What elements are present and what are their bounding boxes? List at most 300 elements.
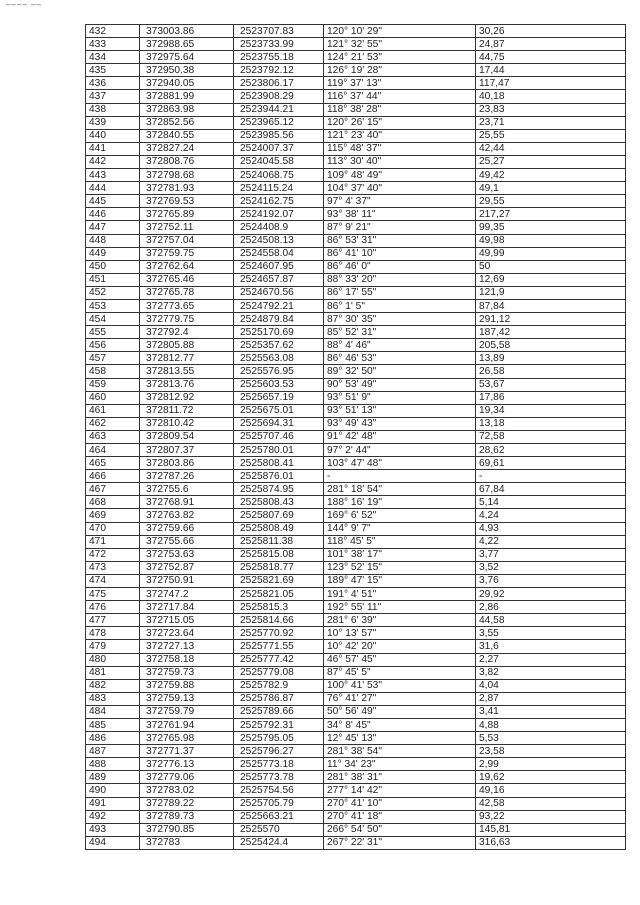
x-coordinate-cell: 372813.76	[140, 378, 234, 391]
y-coordinate-cell: 2524068.75	[234, 169, 324, 182]
x-coordinate-cell: 372747.2	[140, 588, 234, 601]
angle-cell: 90° 53' 49"	[324, 378, 476, 391]
distance-cell: 25,55	[476, 129, 626, 142]
table-row	[86, 195, 626, 208]
y-coordinate-cell: 2524607.95	[234, 260, 324, 273]
distance-cell: 69,61	[476, 457, 626, 470]
point-number-cell: 484	[86, 705, 140, 718]
distance-cell: 40,18	[476, 90, 626, 103]
x-coordinate-cell: 372812.92	[140, 391, 234, 404]
y-coordinate-cell: 2525808.49	[234, 522, 324, 535]
y-coordinate-cell: 2524045.58	[234, 155, 324, 168]
x-coordinate-cell: 372765.98	[140, 732, 234, 745]
y-coordinate-cell: 2525818.77	[234, 561, 324, 574]
point-number-cell: 446	[86, 208, 140, 221]
x-coordinate-cell: 372779.06	[140, 771, 234, 784]
point-number-cell: 488	[86, 758, 140, 771]
point-number-cell: 459	[86, 378, 140, 391]
x-coordinate-cell: 372781.93	[140, 182, 234, 195]
distance-cell: 291,12	[476, 313, 626, 326]
table-body	[86, 25, 626, 850]
angle-cell: 191° 4' 51"	[324, 588, 476, 601]
distance-cell: 29,92	[476, 588, 626, 601]
y-coordinate-cell: 2525795.05	[234, 732, 324, 745]
angle-cell: 277° 14' 42"	[324, 784, 476, 797]
angle-cell: 100° 41' 53"	[324, 679, 476, 692]
x-coordinate-cell: 372810.42	[140, 417, 234, 430]
angle-cell: 270° 41' 10"	[324, 797, 476, 810]
distance-cell: 145,81	[476, 823, 626, 836]
distance-cell: 4,04	[476, 679, 626, 692]
distance-cell: 117,47	[476, 77, 626, 90]
point-number-cell: 479	[86, 640, 140, 653]
angle-cell: 86° 1' 5"	[324, 299, 476, 312]
table-row	[86, 299, 626, 312]
angle-cell: 85° 52' 31"	[324, 326, 476, 339]
y-coordinate-cell: 2524408.9	[234, 221, 324, 234]
y-coordinate-cell: 2525821.69	[234, 574, 324, 587]
distance-cell: 26,58	[476, 365, 626, 378]
x-coordinate-cell: 372759.66	[140, 522, 234, 535]
table-row	[86, 339, 626, 352]
table-row	[86, 326, 626, 339]
y-coordinate-cell: 2525170.69	[234, 326, 324, 339]
distance-cell: 4,24	[476, 509, 626, 522]
point-number-cell: 438	[86, 103, 140, 116]
angle-cell: 97° 4' 37"	[324, 195, 476, 208]
x-coordinate-cell: 372863.98	[140, 103, 234, 116]
y-coordinate-cell: 2524792.21	[234, 299, 324, 312]
point-number-cell: 434	[86, 51, 140, 64]
distance-cell: 3,55	[476, 627, 626, 640]
angle-cell: 97° 2' 44"	[324, 444, 476, 457]
distance-cell: 2,86	[476, 601, 626, 614]
x-coordinate-cell: 372715.05	[140, 614, 234, 627]
y-coordinate-cell: 2525657.19	[234, 391, 324, 404]
point-number-cell: 490	[86, 784, 140, 797]
angle-cell: 86° 46' 0"	[324, 260, 476, 273]
y-coordinate-cell: 2524558.04	[234, 247, 324, 260]
angle-cell: 281° 38' 54"	[324, 745, 476, 758]
point-number-cell: 451	[86, 273, 140, 286]
y-coordinate-cell: 2525779.08	[234, 666, 324, 679]
point-number-cell: 487	[86, 745, 140, 758]
table-row	[86, 470, 626, 483]
distance-cell: 23,58	[476, 745, 626, 758]
angle-cell: 119° 37' 13"	[324, 77, 476, 90]
x-coordinate-cell: 372975.64	[140, 51, 234, 64]
x-coordinate-cell: 372759.88	[140, 679, 234, 692]
y-coordinate-cell: 2523755.18	[234, 51, 324, 64]
x-coordinate-cell: 372940.05	[140, 77, 234, 90]
table-row	[86, 548, 626, 561]
point-number-cell: 480	[86, 653, 140, 666]
table-row	[86, 483, 626, 496]
x-coordinate-cell: 372723.64	[140, 627, 234, 640]
table-row	[86, 25, 626, 38]
x-coordinate-cell: 372773.65	[140, 299, 234, 312]
y-coordinate-cell: 2523792.12	[234, 64, 324, 77]
point-number-cell: 464	[86, 444, 140, 457]
x-coordinate-cell: 372950.38	[140, 64, 234, 77]
table-row	[86, 444, 626, 457]
point-number-cell: 445	[86, 195, 140, 208]
y-coordinate-cell: 2525705.79	[234, 797, 324, 810]
angle-cell: 10° 13' 57"	[324, 627, 476, 640]
angle-cell: 281° 6' 39"	[324, 614, 476, 627]
table-row	[86, 797, 626, 810]
point-number-cell: 470	[86, 522, 140, 535]
angle-cell: 115° 48' 37"	[324, 142, 476, 155]
x-coordinate-cell: 372755.66	[140, 535, 234, 548]
distance-cell: 42,58	[476, 797, 626, 810]
angle-cell: 93° 49' 43"	[324, 417, 476, 430]
distance-cell: 23,83	[476, 103, 626, 116]
angle-cell: 86° 53' 31"	[324, 234, 476, 247]
x-coordinate-cell: 372752.87	[140, 561, 234, 574]
coordinates-table	[85, 24, 626, 850]
table-row	[86, 378, 626, 391]
distance-cell: 316,63	[476, 836, 626, 849]
angle-cell: 89° 32' 50"	[324, 365, 476, 378]
table-row	[86, 836, 626, 849]
y-coordinate-cell: 2523908.29	[234, 90, 324, 103]
distance-cell: 3,77	[476, 548, 626, 561]
angle-cell: 34° 8' 45"	[324, 718, 476, 731]
x-coordinate-cell: 372750.91	[140, 574, 234, 587]
distance-cell: 31,6	[476, 640, 626, 653]
point-number-cell: 448	[86, 234, 140, 247]
x-coordinate-cell: 372762.64	[140, 260, 234, 273]
y-coordinate-cell: 2525694.31	[234, 417, 324, 430]
point-number-cell: 481	[86, 666, 140, 679]
y-coordinate-cell: 2525357.62	[234, 339, 324, 352]
distance-cell: 24,87	[476, 38, 626, 51]
x-coordinate-cell: 372758.18	[140, 653, 234, 666]
point-number-cell: 486	[86, 732, 140, 745]
table-row	[86, 561, 626, 574]
y-coordinate-cell: 2525782.9	[234, 679, 324, 692]
x-coordinate-cell: 372755.6	[140, 483, 234, 496]
table-row	[86, 535, 626, 548]
x-coordinate-cell: 372852.56	[140, 116, 234, 129]
x-coordinate-cell: 372759.79	[140, 705, 234, 718]
angle-cell: 50° 56' 49"	[324, 705, 476, 718]
table-row	[86, 627, 626, 640]
y-coordinate-cell: 2523707.83	[234, 25, 324, 38]
distance-cell: 5,14	[476, 496, 626, 509]
y-coordinate-cell: 2523965.12	[234, 116, 324, 129]
y-coordinate-cell: 2525792.31	[234, 718, 324, 731]
table-row	[86, 692, 626, 705]
table-row	[86, 614, 626, 627]
distance-cell: 217,27	[476, 208, 626, 221]
y-coordinate-cell: 2525786.87	[234, 692, 324, 705]
table-row	[86, 823, 626, 836]
x-coordinate-cell: 372787.26	[140, 470, 234, 483]
x-coordinate-cell: 372827.24	[140, 142, 234, 155]
table-row	[86, 758, 626, 771]
point-number-cell: 489	[86, 771, 140, 784]
table-row	[86, 771, 626, 784]
table-row	[86, 182, 626, 195]
angle-cell: 101° 38' 17"	[324, 548, 476, 561]
y-coordinate-cell: 2524508.13	[234, 234, 324, 247]
point-number-cell: 475	[86, 588, 140, 601]
y-coordinate-cell: 2525789.66	[234, 705, 324, 718]
x-coordinate-cell: 372765.89	[140, 208, 234, 221]
distance-cell: 44,58	[476, 614, 626, 627]
distance-cell: 17,44	[476, 64, 626, 77]
table-row	[86, 496, 626, 509]
point-number-cell: 452	[86, 286, 140, 299]
x-coordinate-cell: 372813.55	[140, 365, 234, 378]
distance-cell: 2,27	[476, 653, 626, 666]
x-coordinate-cell: 372798.68	[140, 169, 234, 182]
y-coordinate-cell: 2525808.43	[234, 496, 324, 509]
table-row	[86, 51, 626, 64]
point-number-cell: 443	[86, 169, 140, 182]
point-number-cell: 432	[86, 25, 140, 38]
y-coordinate-cell: 2524162.75	[234, 195, 324, 208]
point-number-cell: 453	[86, 299, 140, 312]
distance-cell: 49,16	[476, 784, 626, 797]
distance-cell: -	[476, 470, 626, 483]
point-number-cell: 449	[86, 247, 140, 260]
table-row	[86, 221, 626, 234]
table-row	[86, 260, 626, 273]
point-number-cell: 469	[86, 509, 140, 522]
y-coordinate-cell: 2523806.17	[234, 77, 324, 90]
point-number-cell: 471	[86, 535, 140, 548]
point-number-cell: 454	[86, 313, 140, 326]
point-number-cell: 437	[86, 90, 140, 103]
point-number-cell: 462	[86, 417, 140, 430]
angle-cell: 116° 37' 44"	[324, 90, 476, 103]
distance-cell: 12,69	[476, 273, 626, 286]
distance-cell: 49,1	[476, 182, 626, 195]
distance-cell: 93,22	[476, 810, 626, 823]
distance-cell: 3,76	[476, 574, 626, 587]
table-row	[86, 679, 626, 692]
table-row	[86, 116, 626, 129]
x-coordinate-cell: 372840.55	[140, 129, 234, 142]
angle-cell: 93° 51' 9"	[324, 391, 476, 404]
y-coordinate-cell: 2525563.08	[234, 352, 324, 365]
angle-cell: 144° 9' 7"	[324, 522, 476, 535]
point-number-cell: 458	[86, 365, 140, 378]
x-coordinate-cell: 372783.02	[140, 784, 234, 797]
table-row	[86, 38, 626, 51]
angle-cell: 188° 16' 19"	[324, 496, 476, 509]
distance-cell: 29,55	[476, 195, 626, 208]
table-row	[86, 103, 626, 116]
distance-cell: 87,84	[476, 299, 626, 312]
y-coordinate-cell: 2525808.41	[234, 457, 324, 470]
x-coordinate-cell: 372727.13	[140, 640, 234, 653]
table-row	[86, 745, 626, 758]
angle-cell: 266° 54' 50"	[324, 823, 476, 836]
point-number-cell: 491	[86, 797, 140, 810]
y-coordinate-cell: 2524670.56	[234, 286, 324, 299]
table-row	[86, 247, 626, 260]
x-coordinate-cell: 372789.22	[140, 797, 234, 810]
table-row	[86, 129, 626, 142]
table-row	[86, 810, 626, 823]
angle-cell: 124° 21' 53"	[324, 51, 476, 64]
point-number-cell: 467	[86, 483, 140, 496]
angle-cell: 91° 42' 48"	[324, 430, 476, 443]
distance-cell: 28,62	[476, 444, 626, 457]
x-coordinate-cell: 372765.46	[140, 273, 234, 286]
angle-cell: 267° 22' 31"	[324, 836, 476, 849]
point-number-cell: 441	[86, 142, 140, 155]
x-coordinate-cell: 372779.75	[140, 313, 234, 326]
x-coordinate-cell: 372807.37	[140, 444, 234, 457]
y-coordinate-cell: 2525821.05	[234, 588, 324, 601]
angle-cell: 118° 45' 5"	[324, 535, 476, 548]
x-coordinate-cell: 372763.82	[140, 509, 234, 522]
point-number-cell: 436	[86, 77, 140, 90]
x-coordinate-cell: 372752.11	[140, 221, 234, 234]
distance-cell: 72,58	[476, 430, 626, 443]
point-number-cell: 482	[86, 679, 140, 692]
distance-cell: 17,86	[476, 391, 626, 404]
table-row	[86, 391, 626, 404]
angle-cell: 169° 6' 52"	[324, 509, 476, 522]
y-coordinate-cell: 2523985.56	[234, 129, 324, 142]
y-coordinate-cell: 2525663.21	[234, 810, 324, 823]
y-coordinate-cell: 2525874.95	[234, 483, 324, 496]
table-row	[86, 457, 626, 470]
distance-cell: 4,88	[476, 718, 626, 731]
angle-cell: 270° 41' 18"	[324, 810, 476, 823]
table-row	[86, 601, 626, 614]
distance-cell: 3,41	[476, 705, 626, 718]
x-coordinate-cell: 372881.99	[140, 90, 234, 103]
distance-cell: 187,42	[476, 326, 626, 339]
distance-cell: 3,52	[476, 561, 626, 574]
point-number-cell: 476	[86, 601, 140, 614]
table-row	[86, 155, 626, 168]
page-header: –––– ––	[6, 0, 42, 9]
point-number-cell: 447	[86, 221, 140, 234]
x-coordinate-cell: 372768.91	[140, 496, 234, 509]
angle-cell: 113° 30' 40"	[324, 155, 476, 168]
angle-cell: 11° 34' 23"	[324, 758, 476, 771]
angle-cell: 126° 19' 28"	[324, 64, 476, 77]
x-coordinate-cell: 373003.86	[140, 25, 234, 38]
point-number-cell: 444	[86, 182, 140, 195]
point-number-cell: 478	[86, 627, 140, 640]
distance-cell: 13,89	[476, 352, 626, 365]
angle-cell: 46° 57' 45"	[324, 653, 476, 666]
distance-cell: 3,82	[476, 666, 626, 679]
angle-cell: 87° 45' 5"	[324, 666, 476, 679]
angle-cell: 88° 33' 20"	[324, 273, 476, 286]
y-coordinate-cell: 2524879.84	[234, 313, 324, 326]
distance-cell: 67,84	[476, 483, 626, 496]
y-coordinate-cell: 2525773.78	[234, 771, 324, 784]
distance-cell: 49,98	[476, 234, 626, 247]
distance-cell: 25,27	[476, 155, 626, 168]
angle-cell: 93° 38' 11"	[324, 208, 476, 221]
y-coordinate-cell: 2525815.3	[234, 601, 324, 614]
angle-cell: 120° 10' 29"	[324, 25, 476, 38]
point-number-cell: 460	[86, 391, 140, 404]
table-row	[86, 365, 626, 378]
angle-cell: -	[324, 470, 476, 483]
table-row	[86, 653, 626, 666]
y-coordinate-cell: 2523944.21	[234, 103, 324, 116]
x-coordinate-cell: 372761.94	[140, 718, 234, 731]
table-row	[86, 522, 626, 535]
distance-cell: 53,67	[476, 378, 626, 391]
angle-cell: 123° 52' 15"	[324, 561, 476, 574]
x-coordinate-cell: 372805.88	[140, 339, 234, 352]
y-coordinate-cell: 2523733.99	[234, 38, 324, 51]
y-coordinate-cell: 2524657.87	[234, 273, 324, 286]
y-coordinate-cell: 2525576.95	[234, 365, 324, 378]
table-row	[86, 417, 626, 430]
point-number-cell: 456	[86, 339, 140, 352]
table-row	[86, 142, 626, 155]
angle-cell: 281° 18' 54"	[324, 483, 476, 496]
x-coordinate-cell: 372765.78	[140, 286, 234, 299]
x-coordinate-cell: 372803.86	[140, 457, 234, 470]
point-number-cell: 492	[86, 810, 140, 823]
x-coordinate-cell: 372717.84	[140, 601, 234, 614]
distance-cell: 44,75	[476, 51, 626, 64]
table-row	[86, 732, 626, 745]
distance-cell: 5,53	[476, 732, 626, 745]
y-coordinate-cell: 2525773.18	[234, 758, 324, 771]
table-row	[86, 588, 626, 601]
y-coordinate-cell: 2525754.56	[234, 784, 324, 797]
point-number-cell: 466	[86, 470, 140, 483]
table-row	[86, 784, 626, 797]
table-row	[86, 208, 626, 221]
distance-cell: 49,42	[476, 169, 626, 182]
x-coordinate-cell: 372789.73	[140, 810, 234, 823]
angle-cell: 109° 48' 49"	[324, 169, 476, 182]
distance-cell: 13,18	[476, 417, 626, 430]
x-coordinate-cell: 372759.75	[140, 247, 234, 260]
y-coordinate-cell: 2525771.55	[234, 640, 324, 653]
table-row	[86, 90, 626, 103]
angle-cell: 86° 17' 55"	[324, 286, 476, 299]
table-row	[86, 666, 626, 679]
x-coordinate-cell: 372790.85	[140, 823, 234, 836]
point-number-cell: 461	[86, 404, 140, 417]
table-row	[86, 509, 626, 522]
x-coordinate-cell: 372812.77	[140, 352, 234, 365]
y-coordinate-cell: 2525777.42	[234, 653, 324, 666]
distance-cell: 30,26	[476, 25, 626, 38]
x-coordinate-cell: 372759.73	[140, 666, 234, 679]
point-number-cell: 493	[86, 823, 140, 836]
point-number-cell: 439	[86, 116, 140, 129]
x-coordinate-cell: 372776.13	[140, 758, 234, 771]
angle-cell: 86° 41' 10"	[324, 247, 476, 260]
y-coordinate-cell: 2525603.53	[234, 378, 324, 391]
distance-cell: 205,58	[476, 339, 626, 352]
point-number-cell: 442	[86, 155, 140, 168]
y-coordinate-cell: 2525815.08	[234, 548, 324, 561]
distance-cell: 19,34	[476, 404, 626, 417]
table-row	[86, 286, 626, 299]
point-number-cell: 450	[86, 260, 140, 273]
